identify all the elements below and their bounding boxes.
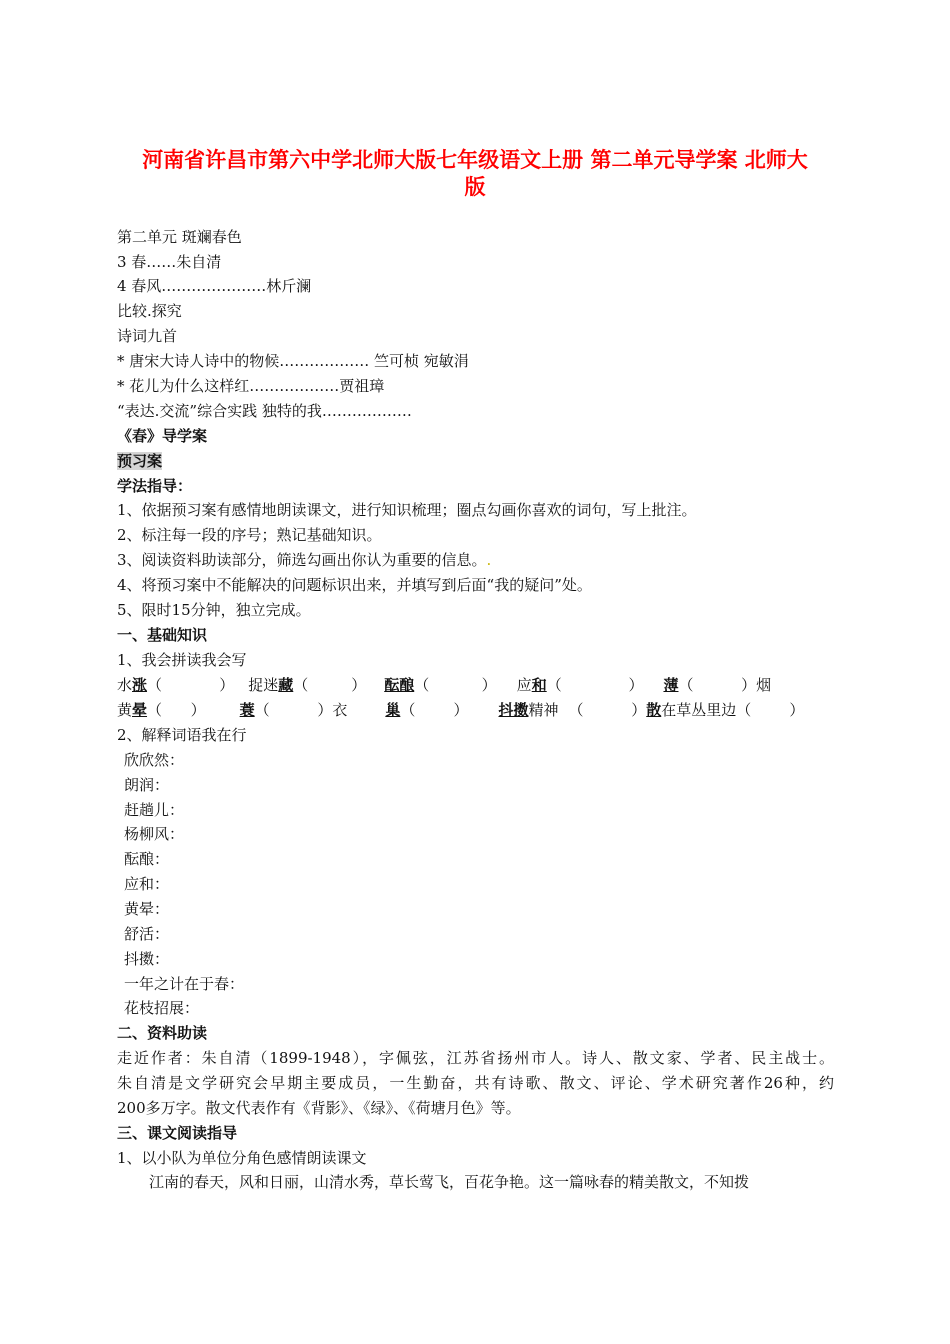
pinyin-word: 散 [646, 701, 662, 719]
pinyin-word: 酝酿 [384, 676, 415, 694]
reading-question-1: 1、以小队为单位分角色感情朗读课文 [117, 1149, 367, 1167]
toc-item-3: 3 春……朱自清 [117, 253, 222, 271]
pinyin-word: 藏 [278, 676, 294, 694]
pinyin-blank[interactable]: （ ）衣 [254, 701, 348, 719]
title-line-2: 版 [464, 175, 486, 199]
toc-compare: 比较.探究 [117, 302, 182, 320]
vocab-item: 花枝招展： [124, 999, 200, 1017]
pinyin-word: 抖擞 [498, 701, 529, 719]
method-label: 学法指导： [117, 477, 193, 495]
pinyin-word: 蓑 [239, 701, 255, 719]
method-item-4: 4、将预习案中不能解决的问题标识出来，并填写到后面“我的疑问”处。 [117, 576, 592, 594]
author-line-1: 走近作者：朱自清（1899-1948），字佩弦，江苏省扬州市人。诗人、散文家、学者、民主战士。 [117, 1049, 834, 1067]
toc-poems: 诗词九首 [117, 327, 178, 345]
pinyin-blank[interactable]: （ ） [414, 676, 497, 694]
section-title: 《春》导学案 [117, 427, 208, 445]
pinyin-blank[interactable]: （ ） [546, 676, 644, 694]
method-item-2: 2、标注每一段的序号；熟记基础知识。 [117, 526, 382, 544]
question-pinyin: 1、我会拼读我会写 [117, 651, 247, 669]
heading-reading-aid: 二、资料助读 [117, 1024, 208, 1042]
document-title [100, 147, 850, 201]
toc-item-phenology: * 唐宋大诗人诗中的物候……………… 竺可桢 宛敏涓 [117, 352, 469, 370]
vocab-item: 赶趟儿： [124, 801, 185, 819]
pinyin-blank[interactable]: （ ） [293, 676, 367, 694]
vocab-item: 欣欣然： [124, 751, 185, 769]
author-line-3: 200多万字。散文代表作有《背影》、《绿》、《荷塘月色》等。 [117, 1099, 521, 1117]
pinyin-blank[interactable]: （ ）烟 [678, 676, 772, 694]
heading-basic-knowledge: 一、基础知识 [117, 626, 208, 644]
toc-item-flowers: * 花儿为什么这样红………………贾祖璋 [117, 377, 385, 395]
toc-item-4: 4 春风…………………林斤澜 [117, 277, 312, 295]
question-vocab: 2、解释词语我在行 [117, 726, 247, 744]
toc-practice: “表达.交流”综合实践 独特的我……………… [117, 402, 412, 420]
title-line-1: 河南省许昌市第六中学北师大版七年级语文上册 第二单元导学案 北师大 [142, 148, 808, 172]
pinyin-row-1: 水 涨 （ ） 捉迷 藏 （ ） 酝酿 （ ） 应 和 （ ） 薄 （ ）烟 [117, 676, 772, 694]
vocab-item: 舒活： [124, 925, 170, 943]
vocab-item: 杨柳风： [124, 825, 185, 843]
toc-unit: 第二单元 斑斓春色 [117, 228, 242, 246]
pinyin-row-2: 黄 晕 （ ） 蓑 （ ）衣 巢 （ ） 抖擞 精神 （ ） 散 在草丛里边（ ） [117, 701, 805, 719]
vocab-item: 黄晕： [124, 900, 170, 918]
vocab-item: 酝酿： [124, 850, 170, 868]
pinyin-blank[interactable]: （ ） [147, 701, 206, 719]
method-item-3: 3、阅读资料助读部分，筛选勾画出你认为重要的信息。. [117, 551, 492, 569]
vocab-item: 一年之计在于春： [124, 975, 245, 993]
reading-paragraph: 江南的春天，风和日丽，山清水秀，草长莺飞，百花争艳。这一篇咏春的精美散文，不知拨 [149, 1173, 750, 1191]
method-item-5: 5、限时15分钟，独立完成。 [117, 601, 311, 619]
vocab-item: 应和： [124, 875, 170, 893]
vocab-item: 抖擞： [124, 950, 170, 968]
pinyin-word: 和 [531, 676, 547, 694]
pinyin-word: 薄 [663, 676, 679, 694]
highlight-dot: . [486, 551, 492, 569]
pinyin-word: 巢 [385, 701, 401, 719]
author-line-2: 朱自清是文学研究会早期主要成员，一生勤奋，共有诗歌、散文、评论、学术研究著作26种，约 [117, 1074, 834, 1092]
method-item-1: 1、依据预习案有感情地朗读课文，进行知识梳理；圈点勾画你喜欢的词句，写上批注。 [117, 501, 697, 519]
pinyin-blank[interactable]: （ ） [400, 701, 469, 719]
preview-label: 预习案 [117, 452, 163, 470]
pinyin-blank[interactable]: （ ） [568, 701, 647, 719]
pinyin-word: 涨 [132, 676, 148, 694]
pinyin-word: 晕 [132, 701, 148, 719]
pinyin-blank[interactable]: （ ） [147, 676, 235, 694]
heading-reading-guide: 三、课文阅读指导 [117, 1124, 238, 1142]
vocab-item: 朗润： [124, 776, 170, 794]
